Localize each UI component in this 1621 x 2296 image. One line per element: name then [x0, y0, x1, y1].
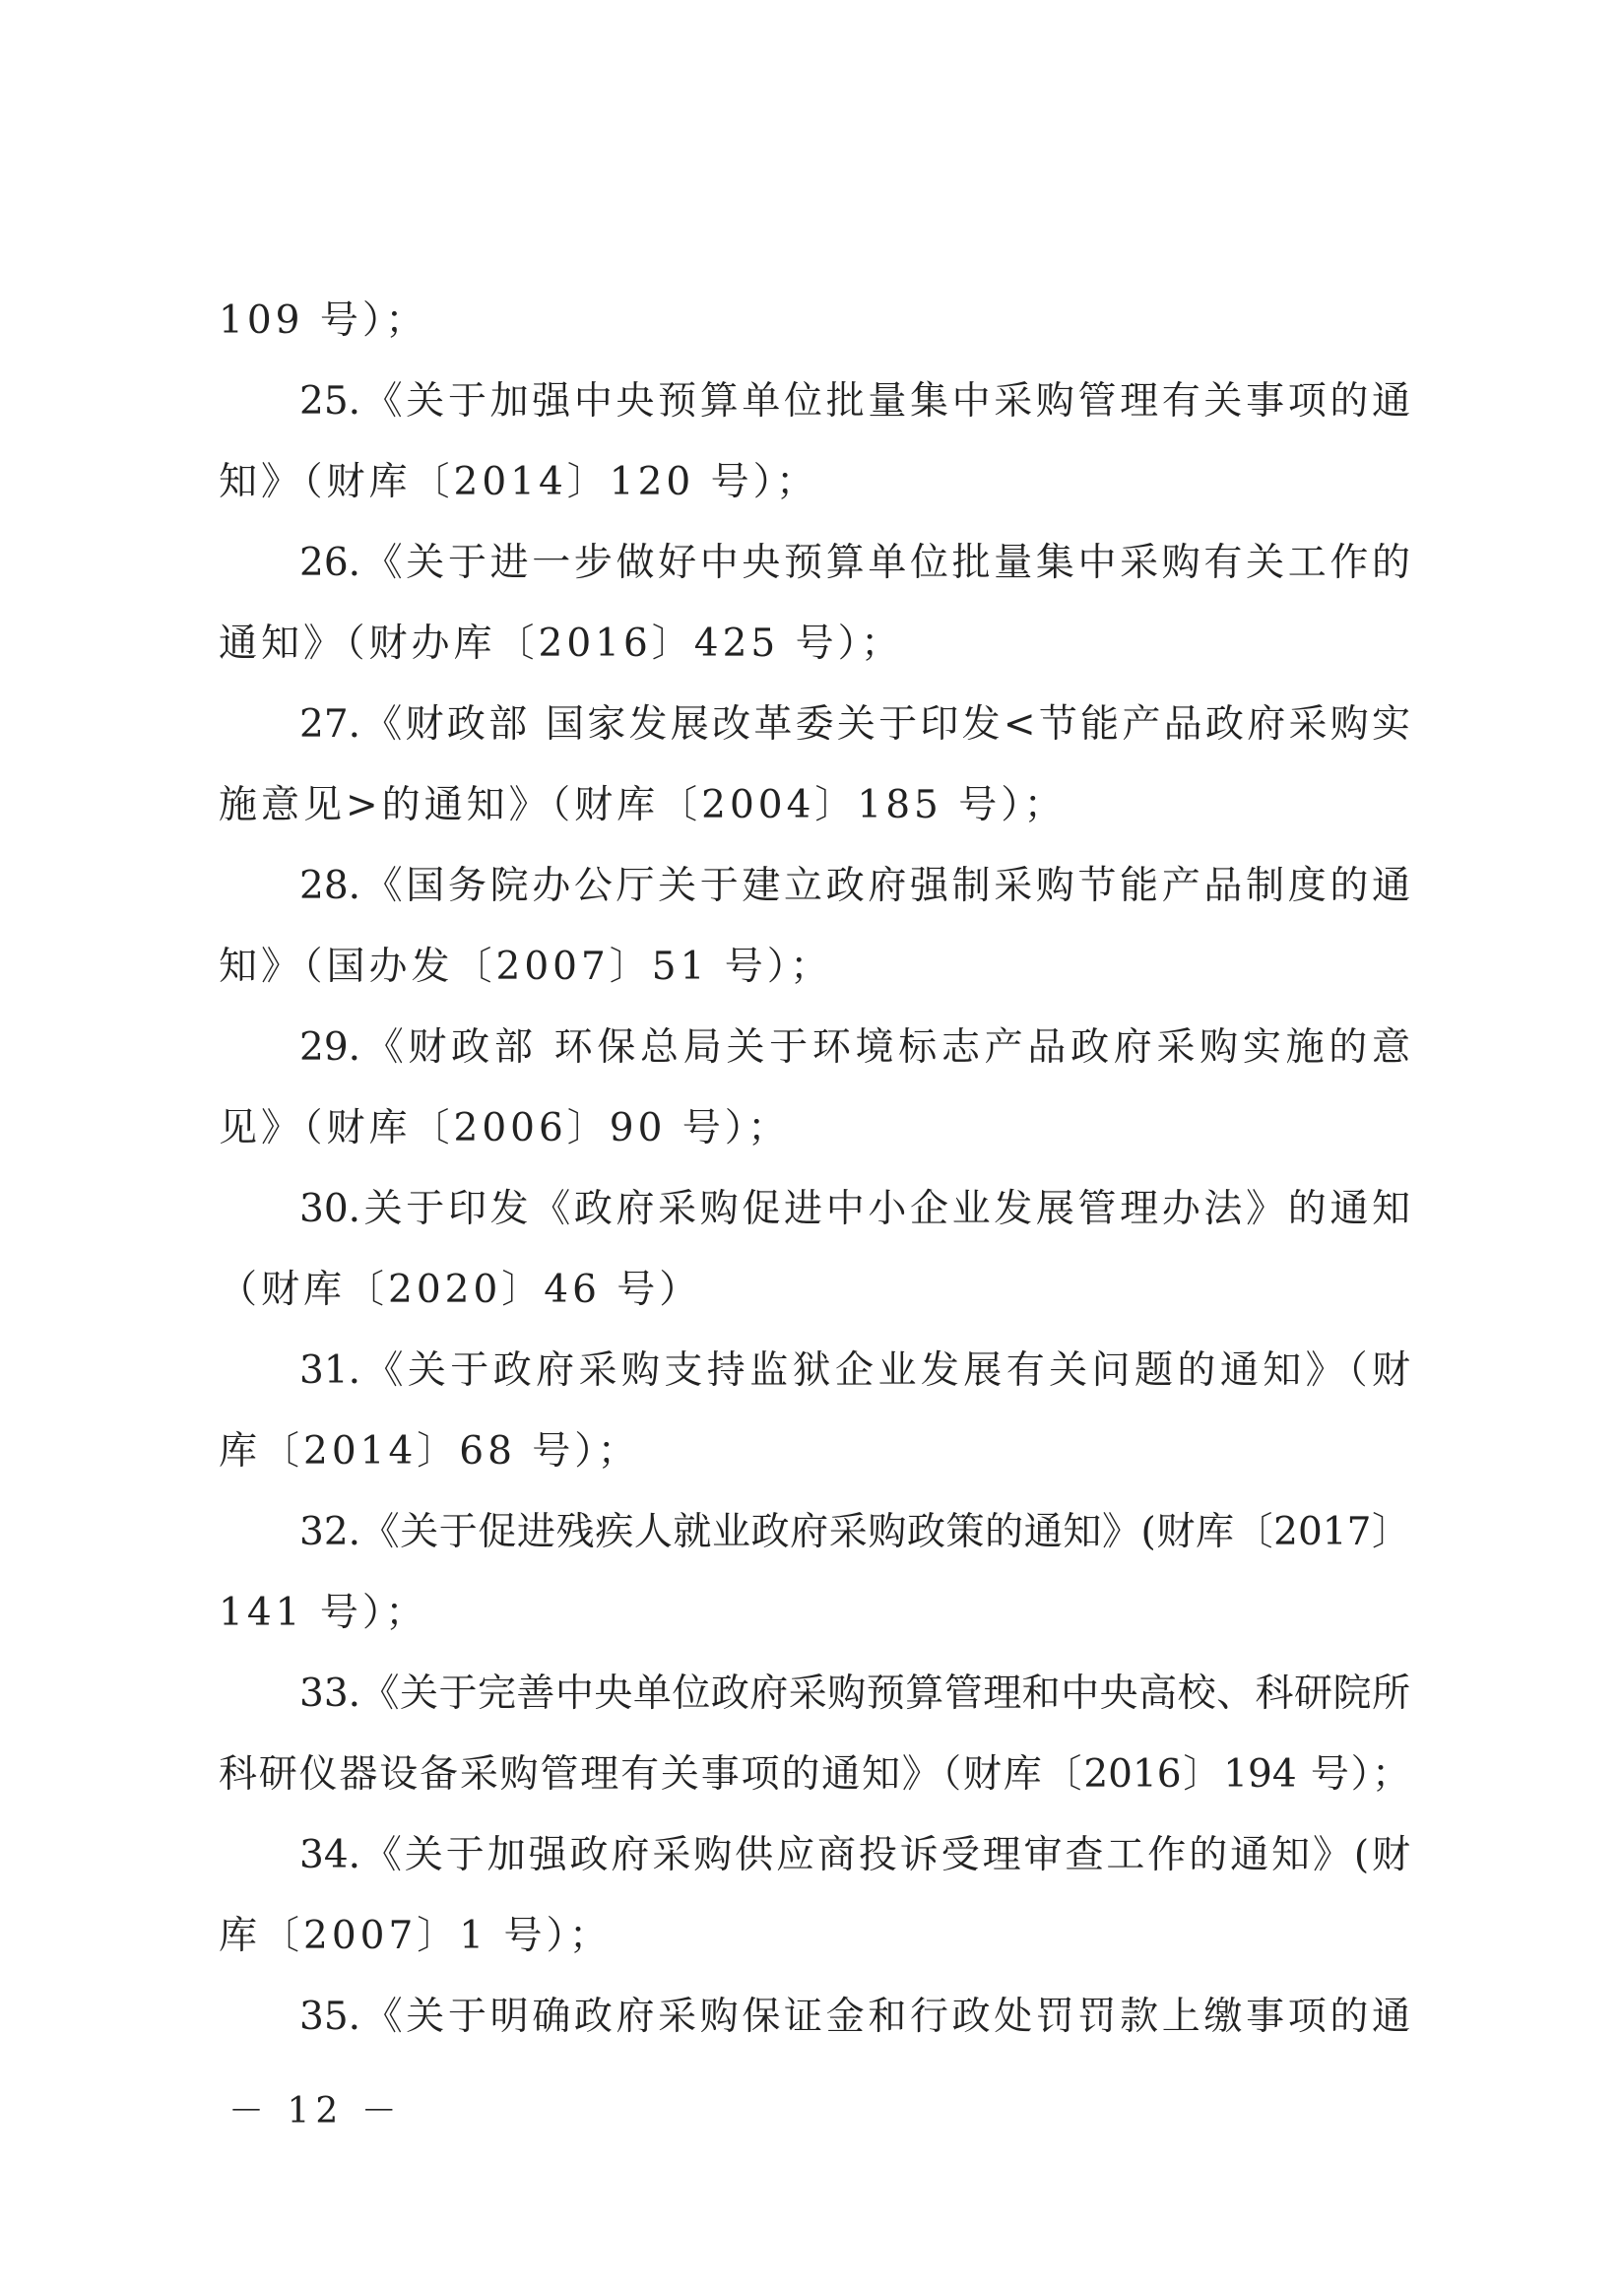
page-number: － 12 －	[228, 2091, 403, 2132]
text-line: 29.《财政部 环保总局关于环境标志产品政府采购实施的意	[299, 1025, 1410, 1070]
text-line: （财库〔2020〕46 号）	[219, 1268, 702, 1312]
text-line: 141 号）；	[219, 1591, 428, 1635]
text-line: 26.《关于进一步做好中央预算单位批量集中采购有关工作的	[299, 541, 1410, 585]
text-line: 知》（国办发〔2007〕51 号）；	[219, 945, 833, 989]
text-line: 31.《关于政府采购支持监狱企业发展有关问题的通知》（财	[299, 1348, 1410, 1393]
text-line: 库〔2014〕68 号）；	[219, 1429, 640, 1474]
text-line: 32.《关于促进残疾人就业政府采购政策的通知》(财库〔2017〕	[299, 1510, 1410, 1554]
text-line: 库〔2007〕1 号）；	[219, 1914, 612, 1958]
text-line: 见》（财库〔2006〕90 号）；	[219, 1106, 791, 1150]
text-line: 27.《财政部 国家发展改革委关于印发<节能产品政府采购实	[299, 702, 1410, 747]
text-line: 28.《国务院办公厅关于建立政府强制采购节能产品制度的通	[299, 864, 1410, 908]
text-line: 35.《关于明确政府采购保证金和行政处罚罚款上缴事项的通	[299, 1995, 1410, 2039]
text-line: 109 号）；	[219, 298, 428, 343]
text-line: 科研仪器设备采购管理有关事项的通知》（财库〔2016〕194 号）；	[219, 1752, 1410, 1797]
text-line: 施意见>的通知》（财库〔2004〕185 号）；	[219, 783, 1067, 827]
text-line: 知》（财库〔2014〕120 号）；	[219, 460, 819, 504]
text-line: 34.《关于加强政府采购供应商投诉受理审查工作的通知》(财	[299, 1833, 1410, 1877]
text-line: 33.《关于完善中央单位政府采购预算管理和中央高校、科研院所	[299, 1672, 1410, 1716]
text-line: 30.关于印发《政府采购促进中小企业发展管理办法》的通知	[299, 1187, 1410, 1231]
text-line: 通知》（财办库〔2016〕425 号）；	[219, 622, 904, 666]
text-line: 25.《关于加强中央预算单位批量集中采购管理有关事项的通	[299, 379, 1410, 424]
